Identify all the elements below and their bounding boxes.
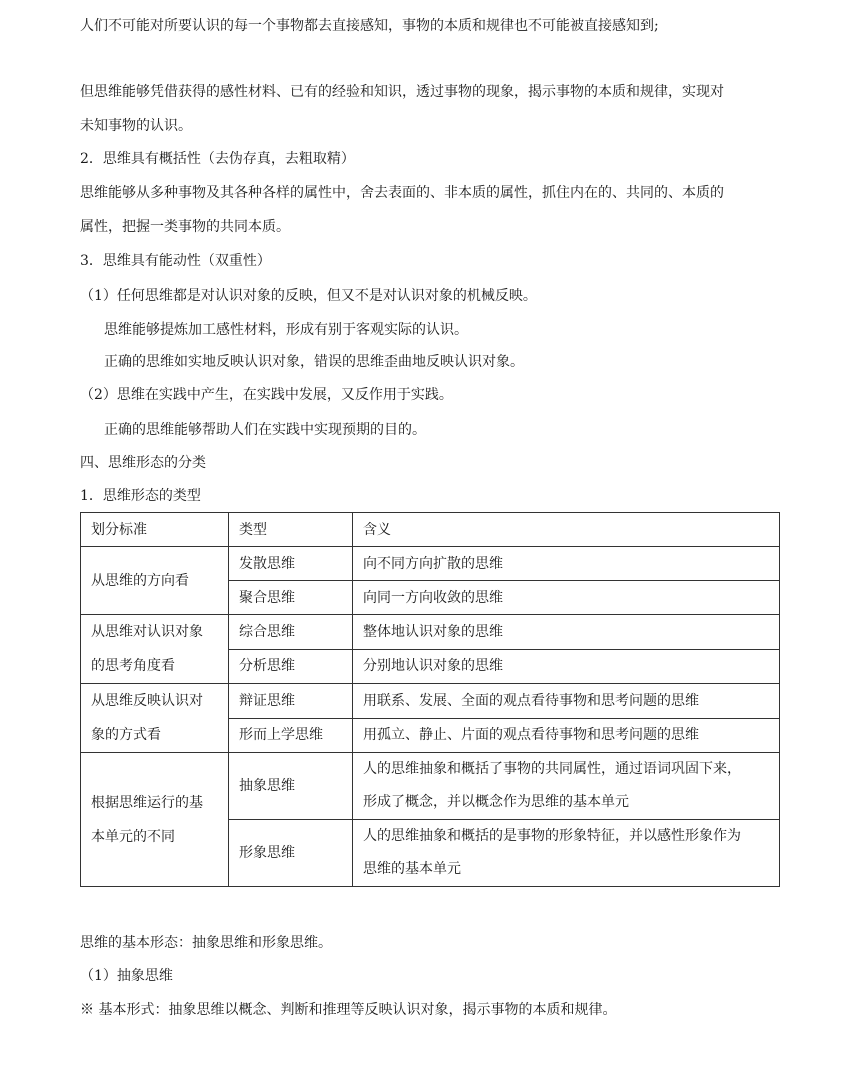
- item-1-detail-b: 正确的思维如实地反映认识对象，错误的思维歪曲地反映认识对象。: [104, 354, 524, 370]
- meaning-line: 形成了概念，并以概念作为思维的基本单元: [363, 794, 629, 810]
- type-cell: 形而上学思维: [229, 718, 353, 753]
- item-2: （2）思维在实践中产生，在实践中发展，又反作用于实践。: [80, 387, 453, 403]
- heading-generality: 2．思维具有概括性（去伪存真，去粗取精）: [80, 151, 355, 167]
- meaning-cell: 用联系、发展、全面的观点看待事物和思考问题的思维: [353, 684, 780, 719]
- paragraph-indirect-line2: 未知事物的认识。: [80, 118, 192, 134]
- paragraph-basic-form-definition: ※ 基本形式：抽象思维以概念、判断和推理等反映认识对象，揭示事物的本质和规律。: [80, 1002, 617, 1018]
- meaning-cell: 分别地认识对象的思维: [353, 649, 780, 684]
- type-cell: 形象思维: [229, 820, 353, 887]
- paragraph-perception: 人们不可能对所要认识的每一个事物都去直接感知，事物的本质和规律也不可能被直接感知到;: [80, 18, 659, 34]
- meaning-line: 人的思维抽象和概括了事物的共同属性，通过语词巩固下来，: [363, 761, 741, 777]
- meaning-line: 人的思维抽象和概括的是事物的形象特征，并以感性形象作为: [363, 828, 741, 844]
- paragraph-indirect-line1: 但思维能够凭借获得的感性材料、已有的经验和知识，透过事物的现象，揭示事物的本质和规律，实现对: [80, 84, 724, 100]
- heading-initiative: 3．思维具有能动性（双重性）: [80, 253, 271, 269]
- type-cell: 分析思维: [229, 649, 353, 684]
- table-row: [81, 753, 780, 820]
- table-row: [81, 684, 780, 719]
- item-abstract-thinking: （1）抽象思维: [80, 968, 173, 984]
- item-1: （1）任何思维都是对认识对象的反映，但又不是对认识对象的机械反映。: [80, 288, 537, 304]
- thinking-forms-table: [80, 512, 780, 887]
- type-cell: 发散思维: [229, 547, 353, 581]
- meaning-cell: [353, 820, 780, 887]
- meaning-cell: 向同一方向收敛的思维: [353, 581, 780, 615]
- table-header-cell: 划分标准: [81, 513, 229, 547]
- table-row: [81, 547, 780, 581]
- meaning-cell: 向不同方向扩散的思维: [353, 547, 780, 581]
- meaning-cell: 用孤立、静止、片面的观点看待事物和思考问题的思维: [353, 718, 780, 753]
- standard-line: 本单元的不同: [91, 828, 175, 845]
- standard-cell: [81, 615, 229, 684]
- standard-line: 根据思维运行的基: [91, 794, 203, 811]
- table-header-row: [81, 513, 780, 547]
- standard-line: 象的方式看: [91, 727, 161, 743]
- table-row: [81, 615, 780, 650]
- standard-line: 的思考角度看: [91, 658, 175, 674]
- type-cell: 抽象思维: [229, 753, 353, 820]
- type-cell: 辩证思维: [229, 684, 353, 719]
- standard-cell: [81, 753, 229, 887]
- meaning-cell: [353, 753, 780, 820]
- paragraph-generality-line2: 属性，把握一类事物的共同本质。: [80, 219, 290, 235]
- item-1-detail-a: 思维能够提炼加工感性材料，形成有别于客观实际的认识。: [104, 322, 468, 338]
- table-header-cell: 含义: [353, 513, 780, 547]
- paragraph-basic-forms: 思维的基本形态：抽象思维和形象思维。: [80, 935, 332, 951]
- subheading-types: 1．思维形态的类型: [80, 488, 201, 504]
- table-header-cell: 类型: [229, 513, 353, 547]
- item-2-detail: 正确的思维能够帮助人们在实践中实现预期的目的。: [104, 422, 426, 438]
- standard-cell: 从思维的方向看: [81, 547, 229, 615]
- type-cell: 聚合思维: [229, 581, 353, 615]
- type-cell: 综合思维: [229, 615, 353, 650]
- standard-cell: [81, 684, 229, 753]
- standard-line: 从思维对认识对象: [91, 624, 203, 640]
- paragraph-generality-line1: 思维能够从多种事物及其各种各样的属性中，舍去表面的、非本质的属性，抓住内在的、共同的、本质的: [80, 185, 724, 201]
- meaning-cell: 整体地认识对象的思维: [353, 615, 780, 650]
- section-heading-4: 四、思维形态的分类: [80, 455, 206, 471]
- standard-line: 从思维反映认识对: [91, 693, 203, 709]
- meaning-line: 思维的基本单元: [363, 861, 461, 877]
